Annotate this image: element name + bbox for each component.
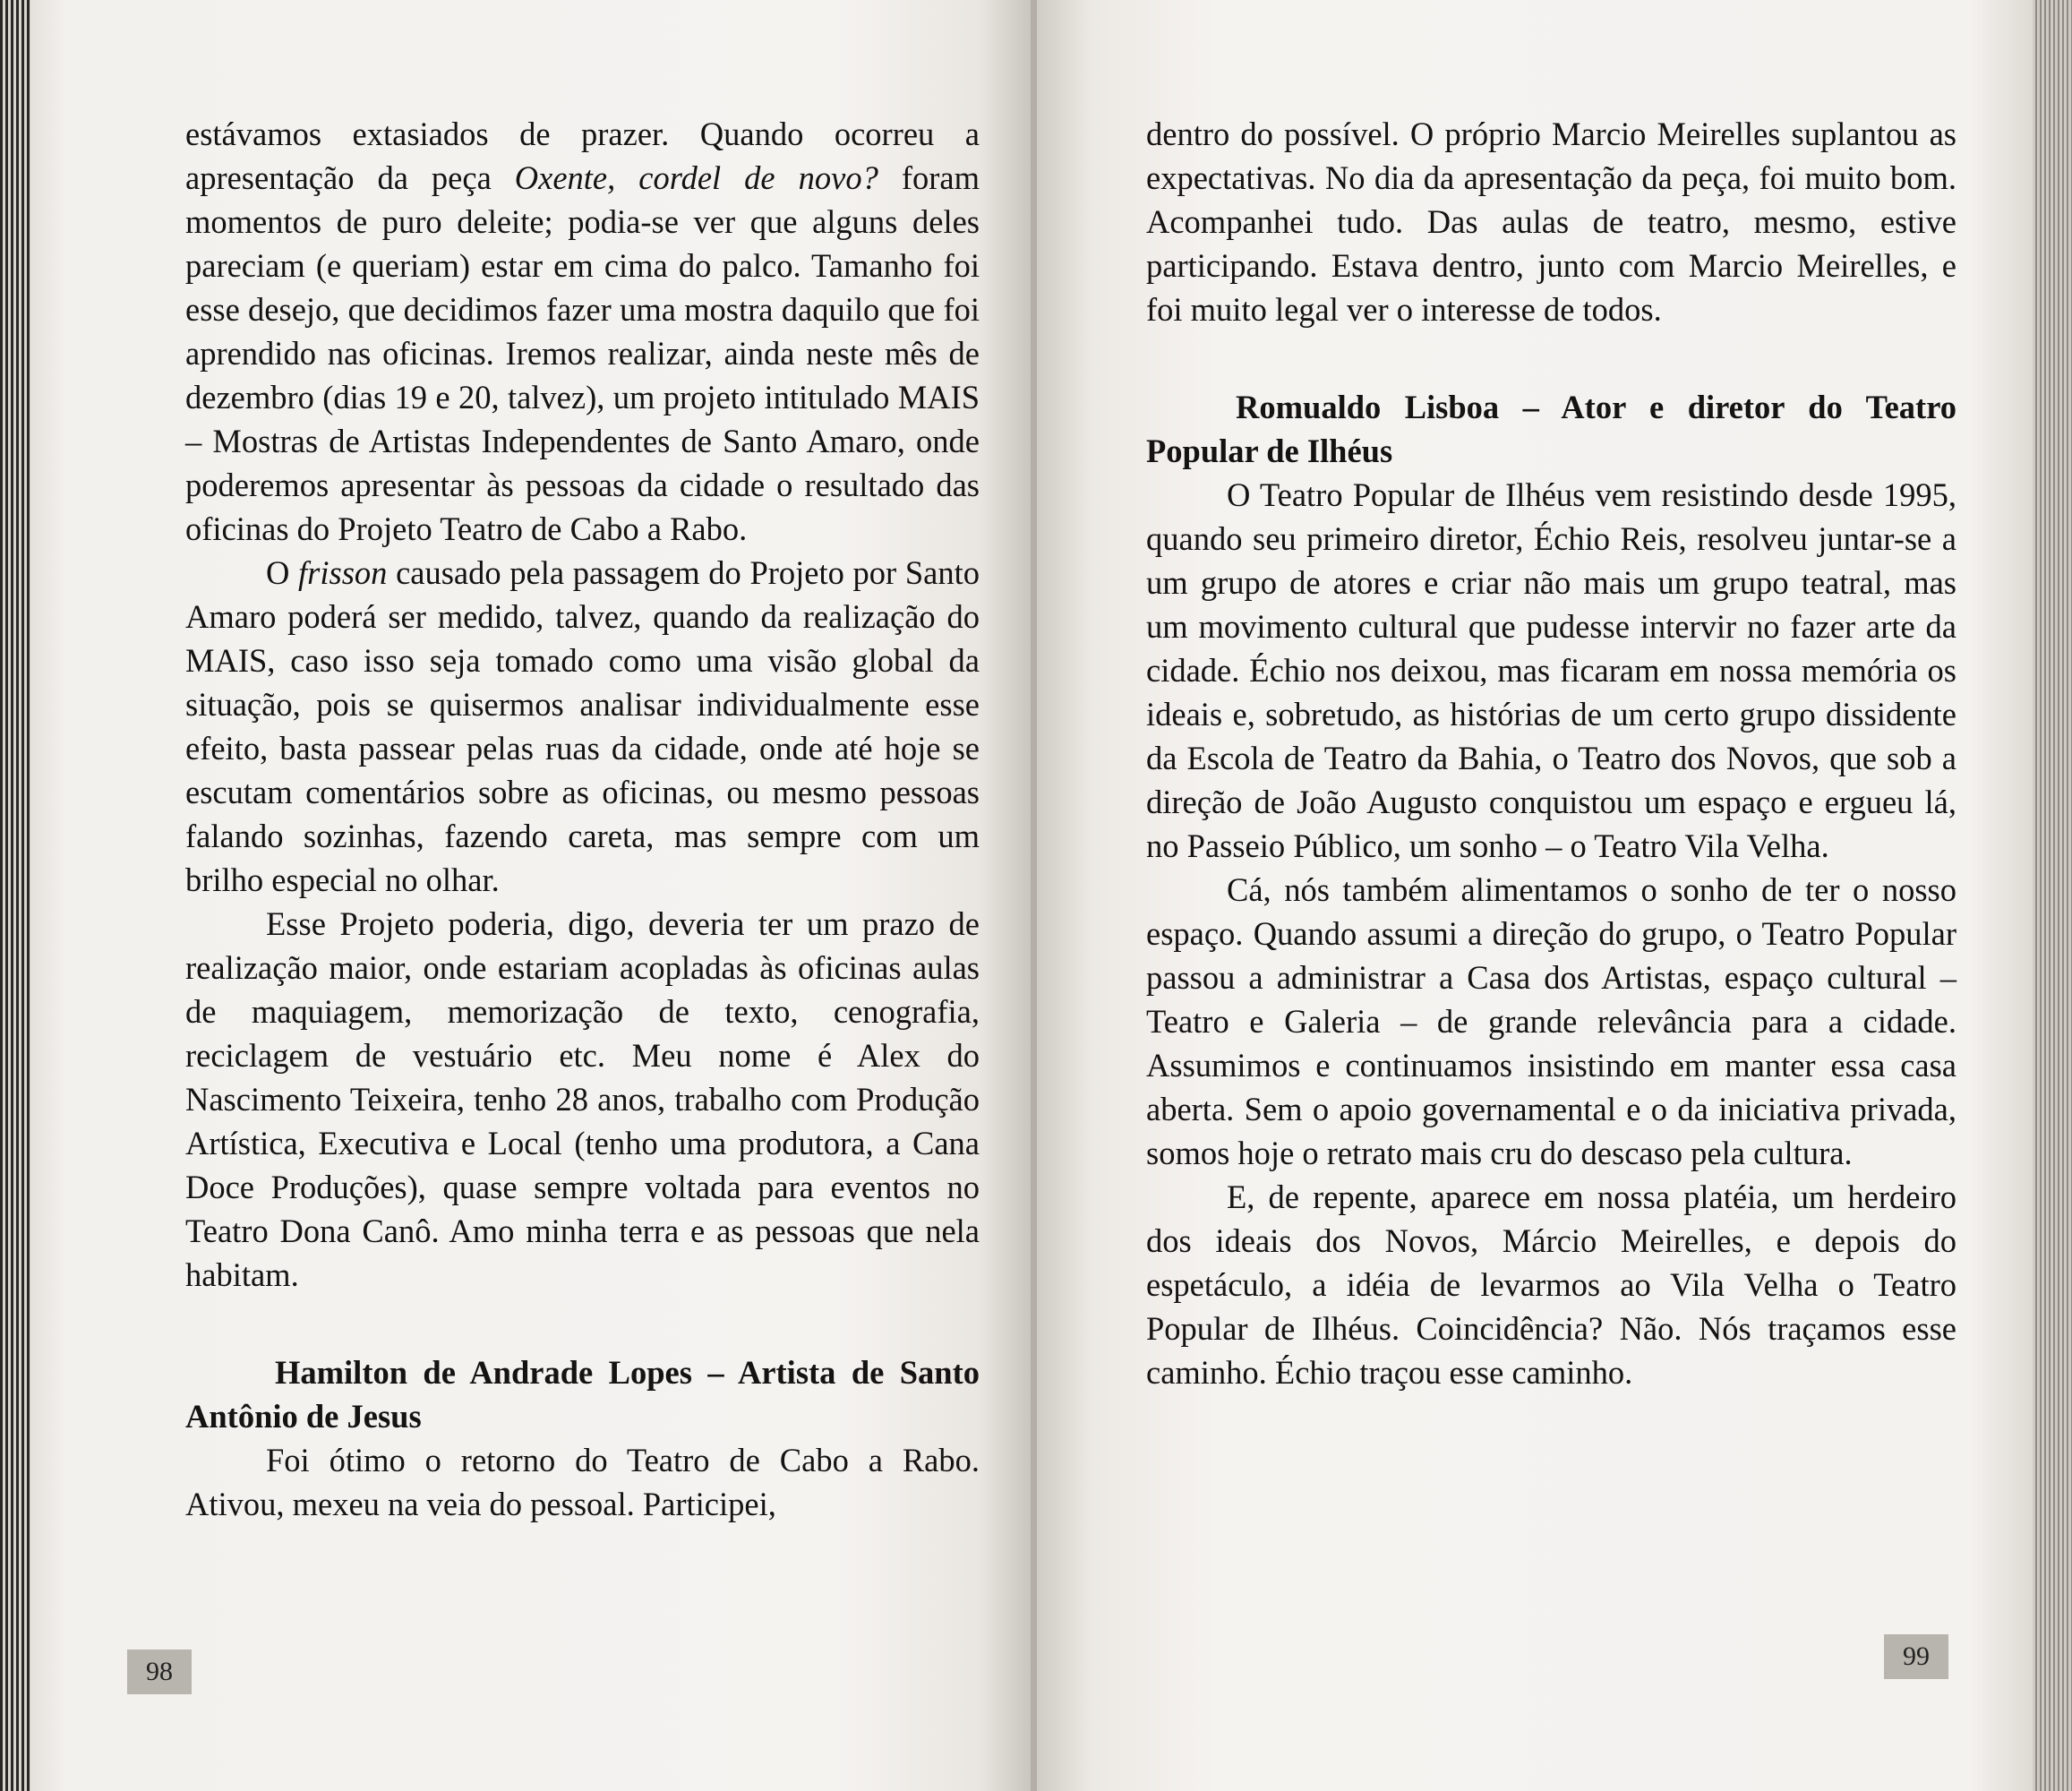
page-edges-left — [0, 0, 30, 1791]
paragraph: O frisson causado pela passagem do Projeto por Santo Amaro poderá ser medido, talvez, quando da realização do MAIS, caso isso seja tomado como uma visão global da situação, pois se quisermos analisar individualmente esse efeito, basta passear pelas ruas da cidade, onde até hoje se escutam comentários sobre as oficinas, ou mesmo pessoas falando sozinhas, fazendo careta, mas sempre com um brilho especial no olhar. — [185, 554, 980, 898]
right-page-text — [1146, 112, 1956, 1394]
right-page — [1037, 0, 2033, 1791]
page-number: 98 — [127, 1650, 192, 1694]
section-heading: Hamilton de Andrade Lopes – Artista de Santo Antônio de Jesus — [185, 1354, 980, 1435]
paragraph: estávamos extasiados de prazer. Quando ocorreu a apresentação da peça Oxente, cordel de novo? foram momentos de puro deleite; podia-se ver que alguns deles pareciam (e queriam) estar em cima do palco. Tamanho foi esse desejo, que decidimos fazer uma mostra daquilo que foi aprendido nas oficinas. Iremos realizar, ainda neste mês de dezembro (dias 19 e 20, talvez), um projeto intitulado MAIS – Mostras de Artistas Independentes de Santo Amaro, onde poderemos apresentar às pessoas da cidade o resultado das oficinas do Projeto Teatro de Cabo a Rabo. — [185, 116, 980, 547]
paragraph: dentro do possível. O próprio Marcio Meirelles suplantou as expectativas. No dia da apresentação da peça, foi muito bom. Acompanhei tudo. Das aulas de teatro, mesmo, estive participando. Estava dentro, junto com Marcio Meirelles, e foi muito legal ver o interesse de todos. — [1146, 116, 1956, 328]
left-page-text — [185, 112, 980, 1526]
paragraph: O Teatro Popular de Ilhéus vem resistindo desde 1995, quando seu primeiro diretor, Échio Reis, resolveu juntar-se a um grupo de atores e criar não mais um grupo teatral, mas um movimento cultural que pudesse intervir no fazer arte da cidade. Échio nos deixou, mas ficaram em nossa memória os ideais e, sobretudo, as histórias de um certo grupo dissidente da Escola de Teatro da Bahia, o Teatro dos Novos, que sob a direção de João Augusto conquistou um espaço e ergueu lá, no Passeio Público, um sonho – o Teatro Vila Velha. — [1146, 476, 1956, 864]
italic-text: frisson — [298, 554, 388, 591]
section-heading: Romualdo Lisboa – Ator e diretor do Teatro Popular de Ilhéus — [1146, 389, 1956, 469]
paragraph: Cá, nós também alimentamos o sonho de ter o nosso espaço. Quando assumi a direção do grupo, o Teatro Popular passou a administrar a Casa dos Artistas, espaço cultural – Teatro e Galeria – de grande relevância para a cidade. Assumimos e continuamos insistindo em manter essa casa aberta. Sem o apoio governamental e o da iniciativa privada, somos hoje o retrato mais cru do descaso pela cultura. — [1146, 871, 1956, 1171]
paragraph: Foi ótimo o retorno do Teatro de Cabo a Rabo. Ativou, mexeu na veia do pessoal. Participei, — [185, 1442, 980, 1522]
book-gutter — [1031, 0, 1037, 1791]
left-page — [30, 0, 1031, 1791]
paragraph: Esse Projeto poderia, digo, deveria ter um prazo de realização maior, onde estariam acopladas às oficinas aulas de maquiagem, memorização de texto, cenografia, reciclagem de vestuário etc. Meu nome é Alex do Nascimento Teixeira, tenho 28 anos, trabalho com Produção Artística, Executiva e Local (tenho uma produtora, a Cana Doce Produções), quase sempre voltada para eventos no Teatro Dona Canô. Amo minha terra e as pessoas que nela habitam. — [185, 905, 980, 1293]
page-edges-right — [2033, 0, 2072, 1791]
page-number: 99 — [1884, 1634, 1948, 1679]
italic-text: Oxente, cordel de novo? — [514, 159, 878, 196]
paragraph: E, de repente, aparece em nossa platéia, um herdeiro dos ideais dos Novos, Márcio Meirelles, e depois do espetáculo, a idéia de levarmos ao Vila Velha o Teatro Popular de Ilhéus. Coincidência? Não. Nós traçamos esse caminho. Échio traçou esse caminho. — [1146, 1178, 1956, 1391]
